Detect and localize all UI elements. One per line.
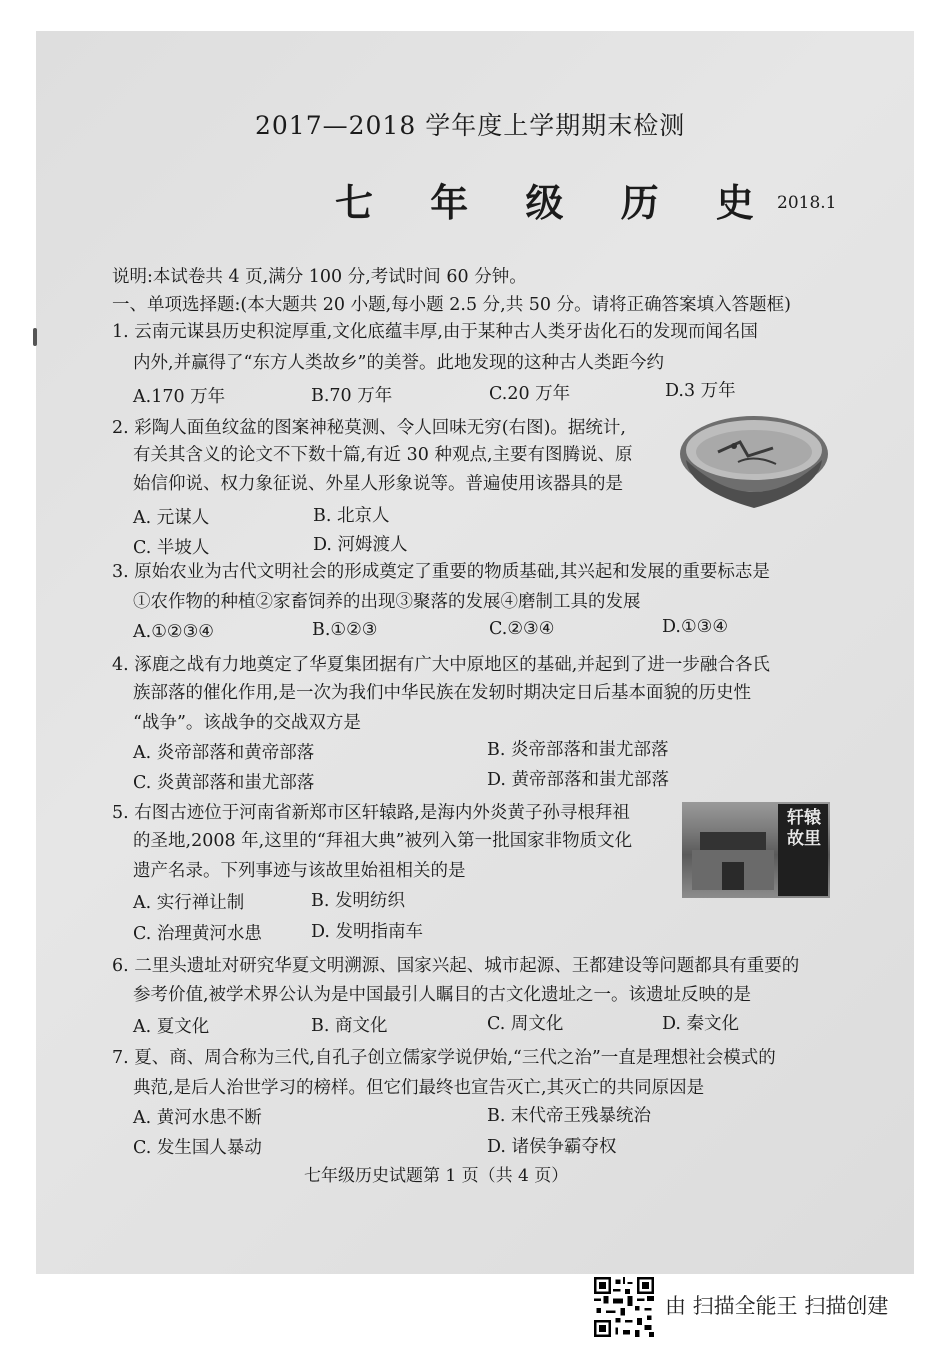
question-7-line-2: 典范,是后人治世学习的榜样。但它们最终也宣告灭亡,其灭亡的共同原因是 [133,1078,705,1098]
exam-year-title: 2017—2018 学年度上学期期末检测 [255,111,686,140]
question-7-line-1: 7. 夏、商、周合称为三代,自孔子创立儒家学说伊始,“三代之治”一直是理想社会模式的 [112,1048,776,1068]
question-2-line-1: 2. 彩陶人面鱼纹盆的图案神秘莫测、令人回味无穷(右图)。据统计, [112,418,626,438]
question-1-line-2: 内外,并赢得了“东方人类故乡”的美誉。此地发现的这种古人类距今约 [133,353,664,373]
q7-option-c: C. 发生国人暴动 [133,1138,262,1158]
q4-option-a: A. 炎帝部落和黄帝部落 [133,743,315,763]
q2-option-a: A. 元谋人 [133,508,210,528]
question-2-line-3: 始信仰说、权力象征说、外星人形象说等。普遍使用该器具的是 [133,474,623,494]
q7-option-d: D. 诸侯争霸夺权 [487,1137,617,1157]
question-3-line-1: 3. 原始农业为古代文明社会的形成奠定了重要的物质基础,其兴起和发展的重要标志是 [112,562,770,582]
q3-option-d: D.①③④ [662,617,729,637]
q1-option-b: B.70 万年 [311,386,393,406]
q6-option-b: B. 商文化 [311,1016,388,1036]
q6-option-a: A. 夏文化 [133,1017,210,1037]
q5-option-b: B. 发明纺织 [311,891,405,911]
question-4-line-2: 族部落的催化作用,是一次为我们中华民族在发轫时期决定日后基本面貌的历史性 [133,683,752,703]
q3-option-c: C.②③④ [489,619,555,639]
question-6-line-1: 6. 二里头遗址对研究华夏文明溯源、国家兴起、城市起源、王都建设等问题都具有重要的 [112,956,800,976]
q5-option-c: C. 治理黄河水患 [133,924,262,944]
page-footer: 七年级历史试题第 1 页（共 4 页） [304,1166,569,1186]
section-title: 一、单项选择题:(本大题共 20 小题,每小题 2.5 分,共 50 分。请将正确答案填入答题框) [112,295,791,315]
painted-pottery-basin-image [678,412,830,512]
question-5-line-3: 遗产名录。下列事迹与该故里始祖相关的是 [133,861,466,881]
q4-option-b: B. 炎帝部落和蚩尤部落 [487,740,669,760]
xuanyuan-hometown-photo [682,802,830,898]
q3-option-a: A.①②③④ [133,622,214,642]
question-1-line-1: 1. 云南元谋县历史积淀厚重,文化底蕴丰厚,由于某种古人类牙齿化石的发现而闻名国 [112,322,758,342]
q1-option-a: A.170 万年 [133,387,226,407]
question-2-line-2: 有关其含义的论文不下数十篇,有近 30 种观点,主要有图腾说、原 [133,445,633,465]
q2-option-d: D. 河姆渡人 [313,535,408,555]
q7-option-b: B. 末代帝王残暴统治 [487,1106,651,1126]
punch-hole-mark [33,328,37,346]
q2-option-b: B. 北京人 [313,506,390,526]
question-4-line-3: “战争”。该战争的交战双方是 [133,713,361,733]
q6-option-c: C. 周文化 [487,1014,564,1034]
exam-date: 2018.1 [777,193,837,213]
q2-option-c: C. 半坡人 [133,538,210,558]
question-5-line-2: 的圣地,2008 年,这里的“拜祖大典”被列入第一批国家非物质文化 [133,831,633,851]
q1-option-d: D.3 万年 [665,381,736,401]
q5-option-a: A. 实行禅让制 [133,893,245,913]
instructions: 说明:本试卷共 4 页,满分 100 分,考试时间 60 分钟。 [112,267,527,287]
photo-caption: 轩辕故里 [787,808,821,849]
q7-option-a: A. 黄河水患不断 [133,1108,262,1128]
question-4-line-1: 4. 涿鹿之战有力地奠定了华夏集团据有广大中原地区的基础,并起到了进一步融合各氏 [112,655,770,675]
subject-title: 七 年 级 历 史 [335,180,776,225]
question-3-line-2: ①农作物的种植②家畜饲养的出现③聚落的发展④磨制工具的发展 [133,592,641,612]
question-5-line-1: 5. 右图古迹位于河南省新郑市区轩辕路,是海内外炎黄子孙寻根拜祖 [112,803,630,823]
q3-option-b: B.①②③ [312,620,378,640]
q6-option-d: D. 秦文化 [662,1014,740,1034]
q1-option-c: C.20 万年 [489,384,571,404]
scanner-watermark: 由 扫描全能王 扫描创建 [665,1294,889,1318]
q4-option-d: D. 黄帝部落和蚩尤部落 [487,770,670,790]
q5-option-d: D. 发明指南车 [311,922,424,942]
question-6-line-2: 参考价值,被学术界公认为是中国最引人瞩目的古文化遗址之一。该遗址反映的是 [133,985,752,1005]
q4-option-c: C. 炎黄部落和蚩尤部落 [133,773,315,793]
qr-code-icon[interactable] [594,1277,654,1337]
